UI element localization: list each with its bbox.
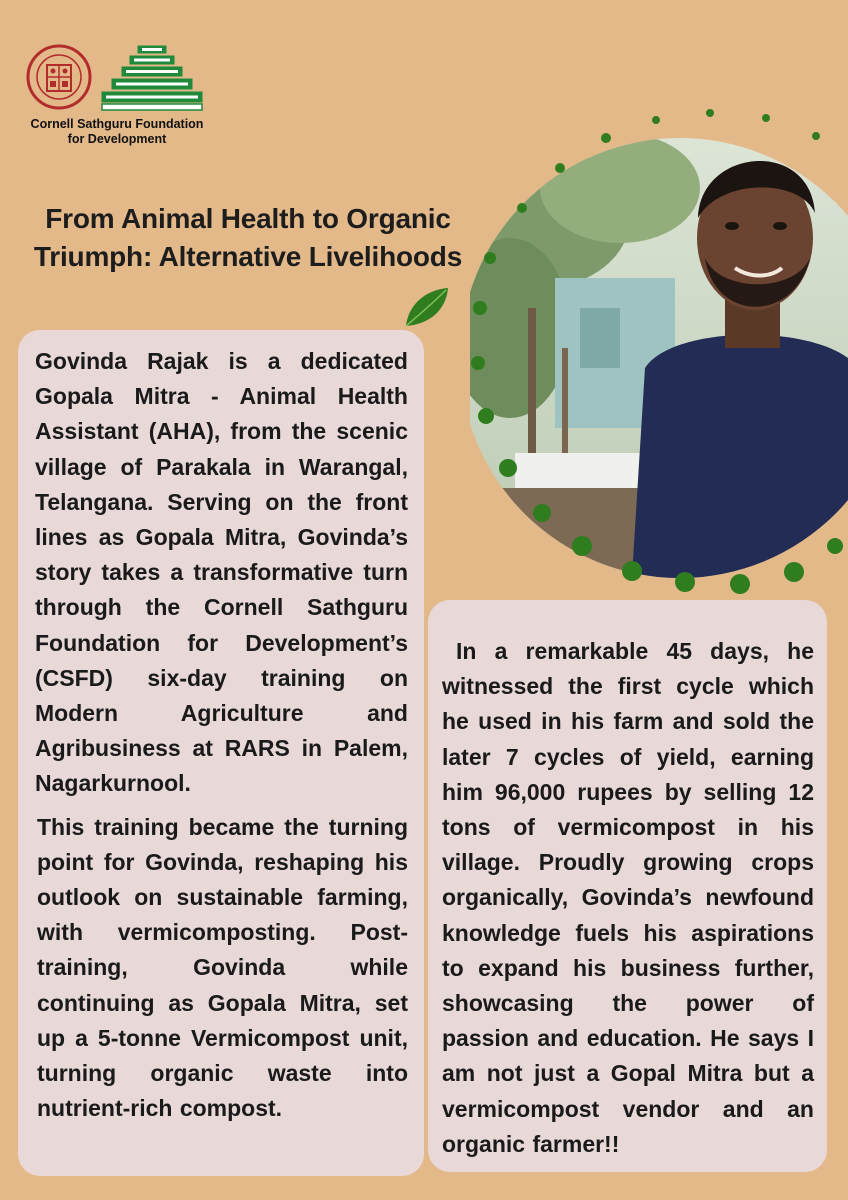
portrait-photo — [470, 108, 848, 608]
story-paragraph-1: Govinda Rajak is a dedicated Gopala Mitra - Animal Health Assistant (AHA), from the scenic village of Parakala in Warangal, Telangana. Serving on the front lines as Gopala Mitra, Govinda’s story takes a transformative turn through the Cornell Sathguru Foundation for Development’s (CSFD) six-day training on Modern Agriculture and Agribusiness at RARS in Palem, Nagarkurnool. — [35, 348, 408, 797]
org-name-line1: Cornell Sathguru Foundation — [30, 117, 204, 131]
title-line2: Triumph: Alternative Livelihoods — [33, 241, 463, 272]
cornell-seal-logo — [26, 44, 92, 110]
org-name-line2: for Development — [67, 132, 167, 146]
leaf-icon — [402, 284, 452, 330]
story-paragraph-2: This training became the turning point for Govinda, reshaping his outlook on sustainable farming, with vermicomposting. Post-training, Govinda while continuing as Gopala Mitra, set up a 5-tonne Vermicompost unit, turning organic waste into nutrient-rich compost. — [37, 813, 408, 1122]
story-card-right — [428, 600, 827, 1172]
story-card-left — [18, 330, 424, 1176]
organization-name — [22, 117, 212, 147]
page-title — [8, 200, 488, 276]
story-paragraph-3: In a remarkable 45 days, he witnessed the first cycle which he used in his farm and sold the later 7 cycles of yield, earning him 96,000 rupees by selling 12 tons of vermicompost in his village. Proudly growing crops organically, Govinda’s newfound knowledge fuels his aspirations to expand his business further, showcasing the power of passion and education. He says I am not just a Gopal Mitra but a vermicompost vendor and an organic farmer!! — [442, 638, 814, 1157]
title-line1: From Animal Health to Organic — [45, 203, 451, 234]
csfd-steps-logo — [100, 44, 204, 112]
